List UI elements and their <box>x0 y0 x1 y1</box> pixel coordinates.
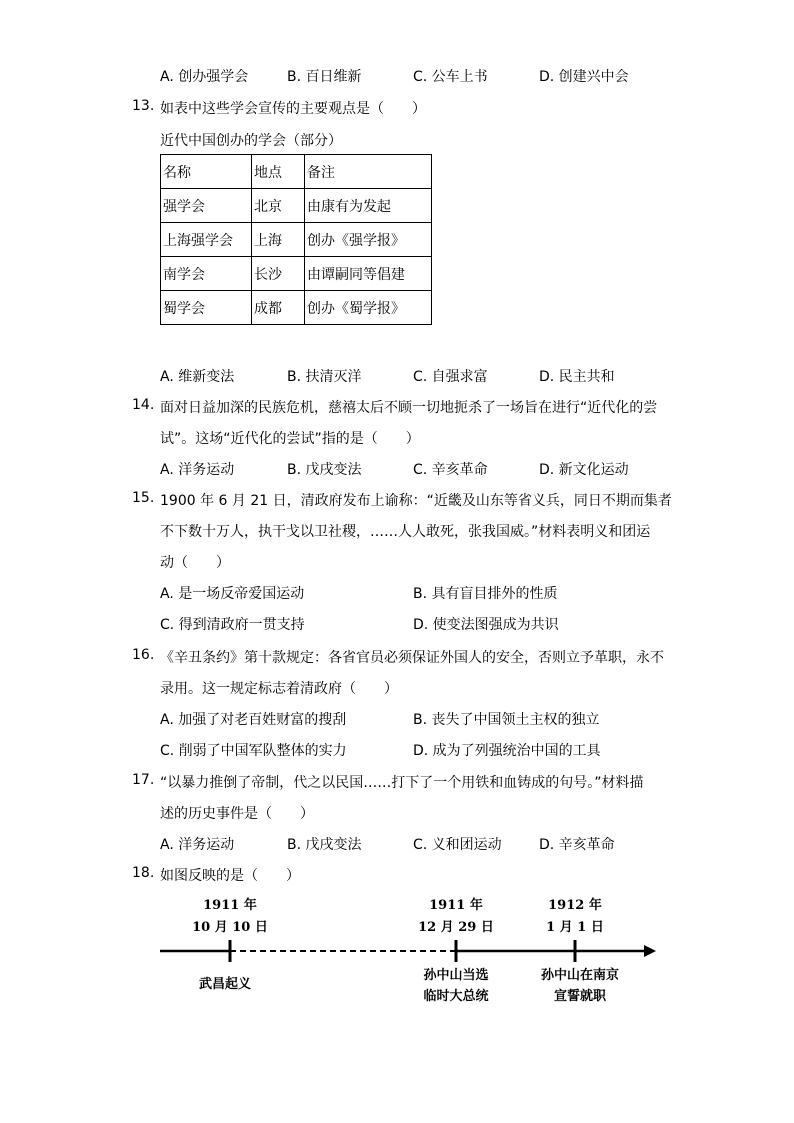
q15-line: 1900 年 6 月 21 日，清政府发布上谕称：“近畿及山东等省义兵，同日不期而集者 <box>160 493 672 509</box>
q14-line: 试”。这场“近代化的尝试”指的是（ ） <box>160 431 420 447</box>
table-cell: 南学会 <box>161 257 252 291</box>
table-cell: 强学会 <box>161 189 252 223</box>
q13-stem: 如表中这些学会宣传的主要观点是（ ） <box>160 101 426 117</box>
q15-option-c[interactable]: C. 得到清政府一贯支持 <box>160 617 305 633</box>
q17-option-a[interactable]: A. 洋务运动 <box>160 837 235 853</box>
table-cell: 由谭嗣同等倡建 <box>305 257 432 291</box>
q17-line: 述的历史事件是（ ） <box>160 806 314 822</box>
table-cell: 上海 <box>252 223 305 257</box>
q16-option-d[interactable]: D. 成为了列强统治中国的工具 <box>413 743 601 759</box>
q15-line: 不下数十万人，执干戈以卫社稷，……人人敢死，张我国威。”材料表明义和团运 <box>160 524 651 540</box>
q12-option-a[interactable]: A. 创办强学会 <box>160 69 249 85</box>
timeline-year: 1911 年 <box>203 898 257 913</box>
q18-stem: 如图反映的是（ ） <box>160 868 300 884</box>
timeline-date: 1 月 1 日 <box>546 920 604 935</box>
q13-option-c[interactable]: C. 自强求富 <box>413 369 488 385</box>
table-cell: 北京 <box>252 189 305 223</box>
q15-line: 动（ ） <box>160 555 230 571</box>
q17-number: 17. <box>132 772 155 788</box>
table-cell: 上海强学会 <box>161 223 252 257</box>
table-header-cell: 名称 <box>161 155 252 189</box>
q16-number: 16. <box>132 647 155 663</box>
timeline-date: 12 月 29 日 <box>418 920 494 935</box>
q16-line: 录用。这一规定标志着清政府（ ） <box>160 681 398 697</box>
q13-option-a[interactable]: A. 维新变法 <box>160 369 235 385</box>
timeline-event: 孙中山当选 <box>423 968 489 983</box>
q13-number: 13. <box>132 98 155 114</box>
timeline-event: 临时大总统 <box>423 989 489 1004</box>
q13-table-caption: 近代中国创办的学会（部分） <box>160 133 342 149</box>
q16-option-a[interactable]: A. 加强了对老百姓财富的搜刮 <box>160 712 347 728</box>
q14-number: 14. <box>132 397 155 413</box>
table-header-cell: 地点 <box>252 155 305 189</box>
q14-line: 面对日益加深的民族危机，慈禧太后不顾一切地扼杀了一场旨在进行“近代化的尝 <box>160 400 658 416</box>
timeline-year: 1912 年 <box>548 898 602 913</box>
q13-option-b[interactable]: B. 扶清灭洋 <box>287 369 362 385</box>
q15-option-b[interactable]: B. 具有盲目排外的性质 <box>413 586 558 602</box>
q15-option-a[interactable]: A. 是一场反帝爱国运动 <box>160 586 305 602</box>
table-cell: 蜀学会 <box>161 291 252 325</box>
q17-option-d[interactable]: D. 辛亥革命 <box>539 837 615 853</box>
q14-option-c[interactable]: C. 辛亥革命 <box>413 462 488 478</box>
q17-option-b[interactable]: B. 戊戌变法 <box>287 837 362 853</box>
q18-number: 18. <box>132 865 155 881</box>
table-cell: 成都 <box>252 291 305 325</box>
q12-option-b[interactable]: B. 百日维新 <box>287 69 362 85</box>
q17-line: “以暴力推倒了帝制，代之以民国……打下了一个用铁和血铸成的句号。”材料描 <box>160 775 644 791</box>
q15-option-d[interactable]: D. 使变法图强成为共识 <box>413 617 559 633</box>
table-cell: 创办《强学报》 <box>305 223 432 257</box>
q14-option-a[interactable]: A. 洋务运动 <box>160 462 235 478</box>
table-header-cell: 备注 <box>305 155 432 189</box>
table-cell: 创办《蜀学报》 <box>305 291 432 325</box>
q15-number: 15. <box>132 490 155 506</box>
q12-option-c[interactable]: C. 公车上书 <box>413 69 488 85</box>
timeline-year: 1911 年 <box>429 898 483 913</box>
timeline-arrowhead <box>644 945 656 957</box>
timeline-event: 宣誓就职 <box>553 989 606 1004</box>
timeline-event: 武昌起义 <box>198 977 251 992</box>
table-cell: 由康有为发起 <box>305 189 432 223</box>
q14-option-b[interactable]: B. 戊戌变法 <box>287 462 362 478</box>
q16-option-c[interactable]: C. 削弱了中国军队整体的实力 <box>160 743 347 759</box>
q16-line: 《辛丑条约》第十款规定：各省官员必须保证外国人的安全，否则立予革职，永不 <box>160 650 664 666</box>
q13-option-d[interactable]: D. 民主共和 <box>539 369 615 385</box>
q17-option-c[interactable]: C. 义和团运动 <box>413 837 502 853</box>
timeline-event: 孙中山在南京 <box>540 968 619 983</box>
table-cell: 长沙 <box>252 257 305 291</box>
q14-option-d[interactable]: D. 新文化运动 <box>539 462 629 478</box>
q16-option-b[interactable]: B. 丧失了中国领土主权的独立 <box>413 712 600 728</box>
timeline-date: 10 月 10 日 <box>192 920 268 935</box>
q12-option-d[interactable]: D. 创建兴中会 <box>539 69 629 85</box>
